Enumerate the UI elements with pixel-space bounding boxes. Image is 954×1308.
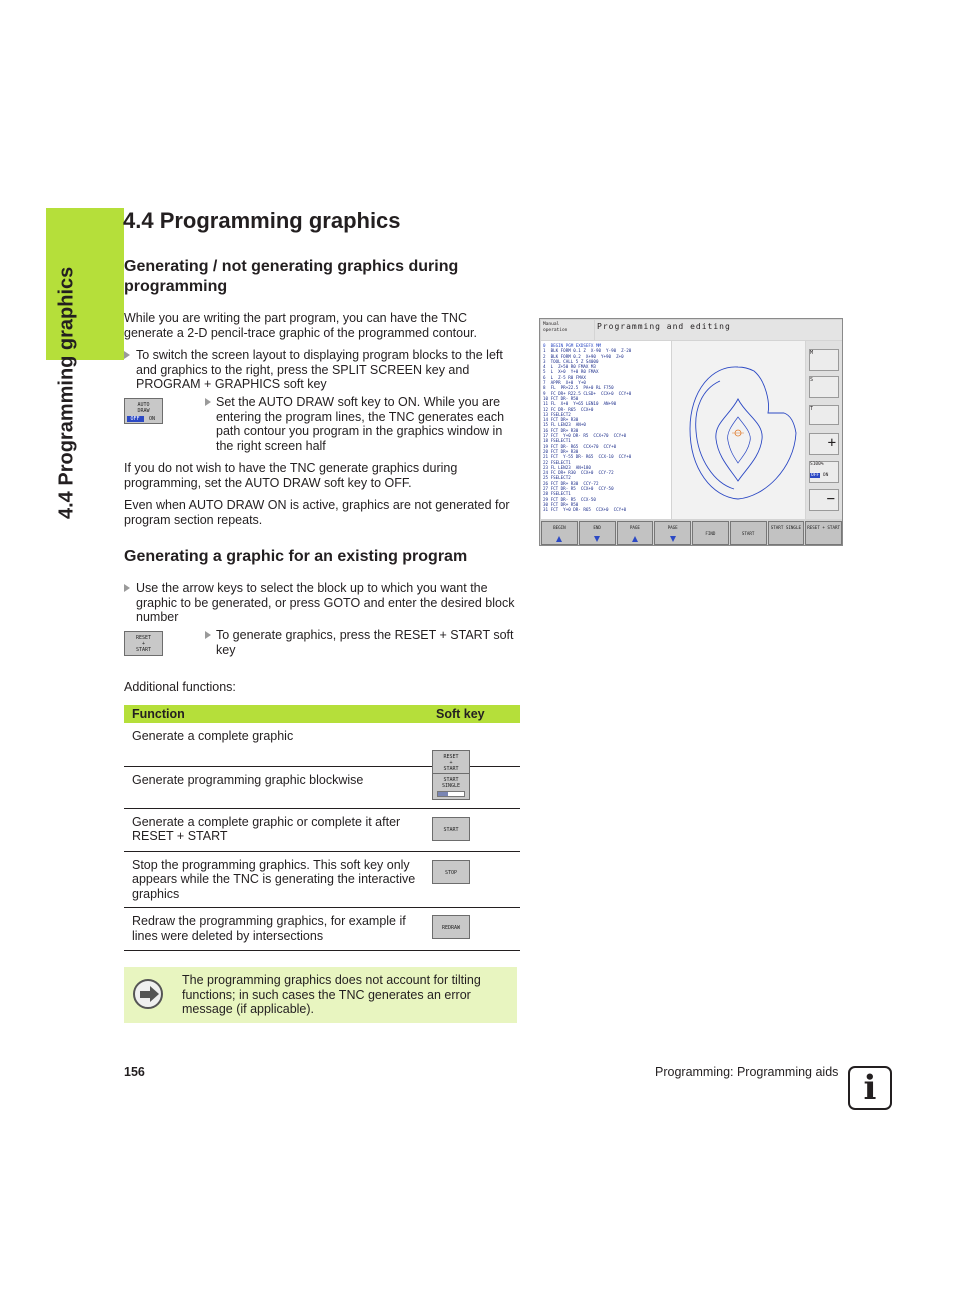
contour-graphic-svg	[672, 341, 805, 519]
program-line[interactable]: 10 FCT DR- R50	[543, 395, 579, 401]
program-line[interactable]: 17 FCT Y+0 DR- R5 CCX+70 CCY+0	[543, 433, 627, 439]
program-line[interactable]: 15 FL LEN23 AN+0	[543, 422, 586, 428]
program-line[interactable]: 25 FSELECT2	[543, 475, 571, 481]
function-cell: Generate a complete graphic	[124, 723, 428, 766]
softkey-cell	[428, 808, 520, 851]
arrow-up-icon	[556, 536, 562, 542]
chapter-side-tab	[46, 208, 124, 519]
program-line[interactable]: 2 BLK FORM 0.2 X+90 Y+90 Z+0	[543, 353, 624, 359]
softkey-page-down[interactable]	[654, 521, 691, 545]
contour-graphic	[672, 341, 805, 519]
function-cell: Generate a complete graphic or complete it after RESET + START	[124, 808, 428, 851]
table-row	[124, 908, 520, 951]
softkey-label: RESET	[443, 754, 459, 760]
screen-mode-label	[541, 320, 594, 340]
softkey-reset-start[interactable]	[805, 521, 842, 545]
program-line[interactable]: 28 FSELECT1	[543, 491, 571, 497]
tnc-screen-screenshot	[539, 318, 843, 546]
inner-contour-drop	[716, 399, 762, 481]
arrow-right-icon	[133, 979, 163, 1009]
header-softkey: Soft key	[428, 705, 520, 723]
program-line[interactable]: 5 L X+0 Y+0 R0 FMAX	[543, 369, 599, 375]
program-line[interactable]: 27 FCT DR- R5 CCX+0 CCY-50	[543, 486, 614, 492]
arrow-down-icon	[670, 536, 676, 542]
softkey-label: PAGE	[629, 525, 640, 530]
mode-line: operation	[543, 328, 568, 333]
auto-draw-softkey[interactable]	[124, 398, 163, 424]
softkey-label: REDRAW	[441, 925, 461, 932]
program-line[interactable]: 3 TOOL CALL 5 Z S4000	[543, 358, 599, 364]
header-function: Function	[124, 705, 428, 723]
functions-table	[124, 705, 520, 951]
program-line[interactable]: 21 FCT Y-55 DR- R65 CCX-10 CCY+0	[543, 454, 632, 460]
softkey-label: DRAW	[137, 408, 150, 414]
feed-override-icon	[809, 405, 839, 425]
progress-bar-icon	[437, 791, 465, 797]
redraw-softkey[interactable]	[432, 915, 470, 939]
program-line[interactable]: 24 FC DR+ R30 CCX+0 CCY-72	[543, 470, 614, 476]
function-cell: Generate programming graphic blockwise	[124, 766, 428, 808]
info-icon: i	[848, 1066, 892, 1110]
function-cell: Stop the programming graphics. This soft key only appears while the TNC is generating the interactive graphics	[124, 851, 428, 908]
program-line[interactable]: 16 FCT DR+ R30	[543, 427, 579, 433]
stop-softkey[interactable]	[432, 860, 470, 884]
label-s100: S100%	[810, 462, 824, 467]
label-t: T	[810, 406, 814, 412]
toggle-off-label: OFF	[127, 416, 144, 422]
mode-line: Manual	[543, 322, 560, 327]
program-line[interactable]: 29 FCT DR- R5 CCX-50	[543, 496, 596, 502]
program-line[interactable]: 13 FSELECT2	[543, 411, 571, 417]
program-line[interactable]: 18 FSELECT1	[543, 438, 571, 444]
program-line[interactable]: 6 L Z-5 R0 FMAX	[543, 374, 586, 380]
step-arrow-icon	[124, 584, 130, 592]
program-line[interactable]: 4 L Z+50 R0 FMAX M3	[543, 364, 596, 370]
spindle-icon	[809, 349, 839, 371]
softkey-label: START	[443, 776, 459, 783]
softkey-cell	[428, 851, 520, 908]
softkey-label: RESET + START	[807, 525, 841, 530]
intro-paragraph: While you are writing the part program, you can have the TNC generate a 2-D pencil-trace graphic of the programmed contour.	[124, 311, 477, 340]
step-auto-draw: Set the AUTO DRAW soft key to ON. While you are entering the program lines, the TNC generates each path contour you program in the graphics window in the right screen half	[216, 395, 505, 453]
program-line[interactable]: 30 FCT DR+ R50	[543, 501, 579, 507]
softkey-cell	[428, 766, 520, 808]
softkey-label: PAGE	[667, 525, 678, 530]
program-line[interactable]: 8 FL PR+22.5 PA+0 RL F750	[543, 385, 614, 391]
paragraph-section-repeats: Even when AUTO DRAW ON is active, graphics are not generated for program section repeats.	[124, 498, 510, 527]
section-title: 4.4 Programming graphics	[123, 208, 401, 233]
reset-start-softkey[interactable]	[124, 631, 163, 656]
table-row	[124, 723, 520, 766]
program-line[interactable]: 22 FSELECT1	[543, 459, 571, 465]
step-reset-start: To generate graphics, press the RESET + START soft key	[216, 628, 514, 657]
program-line[interactable]: 31 FCT Y+0 DR- R65 CCX+0 CCY+0	[543, 507, 627, 513]
softkey-find[interactable]	[692, 521, 729, 545]
program-line[interactable]: 0 BEGIN PGM EXDSEFX MM	[543, 343, 601, 348]
additional-functions-label: Additional functions:	[124, 680, 236, 694]
table-row	[124, 851, 520, 908]
softkey-label: BEGIN	[553, 525, 566, 530]
label-s: S	[810, 377, 814, 383]
label-on: ON	[822, 473, 829, 478]
table-row	[124, 808, 520, 851]
auto-draw-toggle	[127, 416, 161, 422]
arrow-up-icon	[632, 536, 638, 542]
note-box	[124, 967, 517, 1023]
inner-contour-core	[728, 417, 751, 463]
program-line[interactable]: 19 FCT DR- R65 CCX+70 CCY+0	[543, 443, 617, 449]
table-header	[124, 705, 520, 723]
softkey-label: START	[443, 826, 459, 833]
plus-icon: +	[809, 433, 839, 455]
program-line[interactable]: 7 APPR X+0 Y+0	[543, 380, 586, 386]
program-line[interactable]: 20 FCT DR+ R30	[543, 448, 579, 454]
page-number: 156	[124, 1065, 145, 1079]
subheading-existing-program: Generating a graphic for an existing program	[124, 548, 468, 565]
program-line[interactable]: 26 FCT DR+ R30 CCY-72	[543, 480, 599, 486]
step-arrow-icon	[205, 398, 211, 406]
softkey-label: START	[741, 531, 755, 536]
softkey-end[interactable]	[579, 521, 616, 545]
inner-contour-left	[696, 381, 734, 489]
softkey-start-single[interactable]	[768, 521, 805, 545]
softkey-label: AUTO	[137, 402, 150, 408]
softkey-label: START	[443, 766, 459, 772]
paragraph-auto-draw-off: If you do not wish to have the TNC generate graphics during programming, set the AUTO DRAW soft key to OFF.	[124, 461, 458, 490]
program-line[interactable]: 23 FL LEN23 AN+180	[543, 464, 591, 470]
softkey-label: STOP	[444, 869, 458, 876]
step-arrow-icon	[124, 351, 130, 359]
softkey-label: START SINGLE	[770, 525, 801, 530]
minus-icon: −	[809, 489, 839, 511]
screen-title: Programming and editing	[595, 320, 842, 340]
softkey-label: RESET	[135, 635, 152, 641]
softkey-cell	[428, 723, 520, 772]
override-slider-icon	[809, 461, 839, 483]
label-off: OFF	[811, 473, 820, 478]
tool-icon	[809, 376, 839, 398]
label-m: M	[810, 350, 814, 356]
chapter-side-label: 4.4 Programming graphics	[55, 266, 78, 519]
function-cell: Redraw the programming graphics, for example if lines were deleted by intersections	[124, 908, 428, 951]
softkey-label: END	[593, 525, 601, 530]
step-arrow-icon	[205, 631, 211, 639]
note-text: The programming graphics does not account for tilting functions; in such cases the TNC generates an error message (if applicable).	[182, 973, 481, 1017]
program-line[interactable]: 9 FC DR+ R22.5 CLSD+ CCX+0 CCY+0	[543, 390, 632, 396]
softkey-label: FIND	[705, 531, 716, 536]
program-line[interactable]: 14 FCT DR+ R30	[543, 417, 579, 423]
softkey-begin[interactable]	[541, 521, 578, 545]
toggle-on-label: ON	[148, 416, 156, 422]
table-row	[124, 766, 520, 808]
program-line[interactable]: 11 FL X+0 Y+65 LEN10 AN+90	[543, 401, 617, 407]
program-line[interactable]: 1 BLK FORM 0.1 Z X-90 Y-90 Z-20	[543, 348, 632, 354]
softkey-label: SINGLE	[441, 782, 461, 789]
screen-status-icons	[806, 341, 842, 519]
arrow-down-icon	[594, 536, 600, 542]
start-single-softkey[interactable]	[432, 773, 470, 800]
softkey-label: +	[449, 760, 453, 766]
softkey-cell	[428, 908, 520, 951]
program-listing	[541, 341, 671, 519]
softkey-label: START	[135, 647, 152, 653]
program-line[interactable]: 12 FC DR- R65 CCX+0	[543, 406, 594, 412]
footer-chapter: Programming: Programming aids	[655, 1065, 839, 1079]
start-softkey[interactable]	[432, 817, 470, 841]
subheading-generating: Generating / not generating graphics during programming	[124, 258, 459, 295]
step-split-screen: To switch the screen layout to displaying program blocks to the left and graphics to the right, press the SPLIT SCREEN key and PROGRAM + GRAPHICS soft key	[136, 348, 503, 392]
softkey-label: +	[141, 641, 145, 647]
step-arrow-keys: Use the arrow keys to select the block up to which you want the graphic to be generated, or press GOTO and enter the desired block number	[136, 581, 515, 625]
softkey-start[interactable]	[730, 521, 767, 545]
screen-softkey-bar	[541, 521, 842, 545]
softkey-page-up[interactable]	[617, 521, 654, 545]
